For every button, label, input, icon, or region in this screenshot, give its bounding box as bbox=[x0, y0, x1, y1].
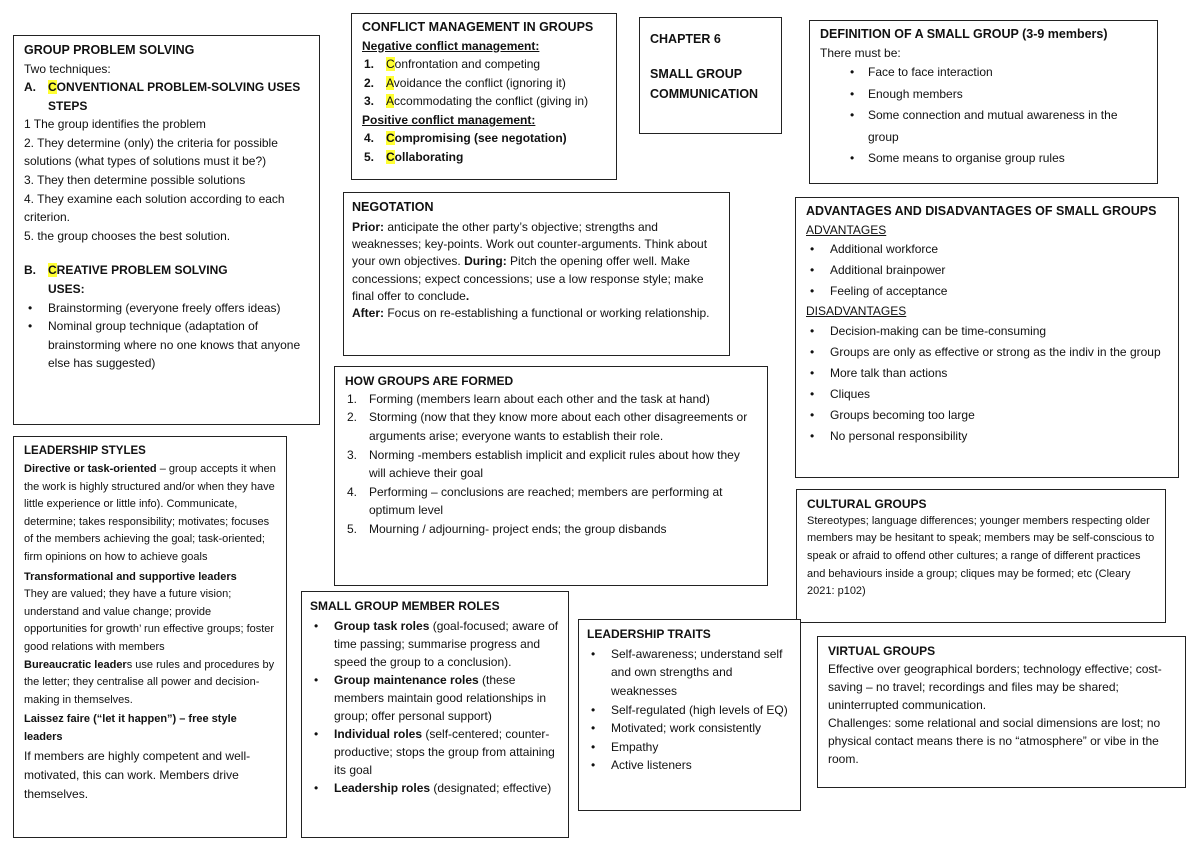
chapter-title-line-2: COMMUNICATION bbox=[650, 86, 759, 101]
step-item: 3. They then determine possible solutions bbox=[24, 173, 246, 188]
conventional-heading-text-2: STEPS bbox=[48, 98, 88, 113]
list-item: • Self-awareness; understand self and own strengths and weaknesses bbox=[587, 645, 792, 701]
advantages-box bbox=[795, 197, 1179, 478]
directive-label: Directive or task-oriented bbox=[24, 463, 157, 476]
cultural-text: Stereotypes; language differences; younger members respecting older members may be hesitant to speak; members may be self-conscious to speak or afraid to offend other cultures; a range of different practices and behaviours inside a group; cliques may be formed; etc (Cleary 2021: p102) bbox=[807, 514, 1155, 598]
transformational-text: They are valued; they have a future vision; understand and value change; provide opportunities for growth’ run effective groups; foster good relations with members bbox=[24, 588, 275, 654]
highlight-letter: A bbox=[386, 75, 394, 90]
list-item: • No personal responsibility bbox=[806, 426, 1168, 447]
prior-label: Prior: bbox=[352, 219, 385, 234]
laissez-faire-text: If members are highly competent and well-motivated, this can work. Members drive themselves. bbox=[24, 748, 251, 801]
highlight-letter: A bbox=[386, 94, 395, 109]
advantages-list bbox=[806, 239, 1168, 302]
conventional-heading bbox=[24, 78, 309, 115]
leadership-traits-box bbox=[578, 619, 801, 811]
virtual-text-2: Challenges: some relational and social dimensions are lost; no physical contact means there is no “atmosphere” or vibe in the room. bbox=[828, 715, 1161, 766]
list-item bbox=[345, 408, 757, 445]
creative-list bbox=[24, 299, 309, 373]
list-item: • Some means to organise group rules bbox=[820, 148, 1147, 170]
list-item bbox=[310, 779, 560, 797]
chapter-title-line-1: SMALL GROUP bbox=[650, 67, 743, 82]
bureaucratic-style bbox=[24, 657, 276, 710]
item-text: ccommodating the conflict (giving in) bbox=[394, 94, 589, 109]
highlight-letter: C bbox=[386, 131, 395, 146]
role-text: (self-centered; counter-productive; stops the group from attaining its goal bbox=[334, 726, 555, 777]
item-number: 1. bbox=[347, 391, 358, 406]
creative-heading-text: REATIVE PROBLEM SOLVING bbox=[56, 263, 228, 278]
role-text: (these members maintain good relationships in group; offer personal support) bbox=[334, 672, 547, 723]
conventional-heading-text: ONVENTIONAL PROBLEM-SOLVING USES bbox=[56, 80, 301, 95]
chapter-box bbox=[639, 17, 782, 134]
advantages-title: ADVANTAGES AND DISADVANTAGES OF SMALL GROUPS bbox=[806, 204, 1157, 218]
virtual-groups-box bbox=[817, 636, 1186, 788]
list-item bbox=[310, 725, 560, 779]
list-item bbox=[345, 446, 757, 483]
list-item: • Cliques bbox=[806, 384, 1168, 405]
list-item bbox=[362, 92, 606, 111]
list-item: • Some connection and mutual awareness in the group bbox=[820, 105, 1147, 148]
item-text: onfrontation and competing bbox=[394, 57, 541, 72]
item-number: 4. bbox=[364, 131, 375, 146]
role-label: Individual roles bbox=[334, 726, 423, 741]
highlight-letter: C bbox=[386, 150, 395, 165]
item-number: 2. bbox=[364, 75, 375, 90]
creative-heading-text-2: USES: bbox=[48, 282, 85, 297]
role-text: (goal-focused; aware of time passing; summarise progress and speed the group to a conclusion). bbox=[334, 618, 559, 669]
item-text: ompromising (see negotation) bbox=[394, 131, 567, 146]
item-number: 1. bbox=[364, 57, 375, 72]
item-text: Forming (members learn about each other and the task at hand) bbox=[369, 391, 710, 406]
directive-text: – group accepts it when the work is highly structured and/or when they have little experience or little info). Communicate, determine; takes responsibility; motivates; focuses of the members achieving the goal; task-oriented; firm opinions on how to achieve goals bbox=[24, 463, 276, 564]
cultural-groups-box bbox=[796, 489, 1166, 623]
list-item: • Face to face interaction bbox=[820, 62, 1147, 84]
list-item bbox=[310, 671, 560, 725]
negotation-prior-during bbox=[352, 219, 721, 306]
positive-conflict-heading: Positive conflict management: bbox=[362, 112, 536, 127]
list-item: • Brainstorming (everyone freely offers ideas) bbox=[24, 299, 309, 318]
list-item bbox=[345, 483, 757, 520]
item-number: 3. bbox=[347, 447, 358, 462]
leadership-traits-list bbox=[587, 645, 792, 775]
item-text: Mourning / adjourning- project ends; the group disbands bbox=[369, 521, 667, 536]
list-item bbox=[362, 55, 606, 74]
item-text: Storming (now that they know more about each other disagreements or arguments arise; everyone wants to establish their role. bbox=[369, 410, 748, 443]
list-item: • Additional workforce bbox=[806, 239, 1168, 260]
during-text: Pitch the opening offer well. Make concessions; expect concessions; use a low response style; make final offer to conclude bbox=[352, 254, 704, 304]
highlight-letter: C bbox=[386, 57, 395, 72]
list-item: • Empathy bbox=[587, 738, 792, 757]
how-groups-formed-box bbox=[334, 366, 768, 586]
list-item bbox=[345, 520, 757, 539]
negotation-box bbox=[343, 192, 730, 356]
list-item: • Groups are only as effective or strong as the indiv in the group bbox=[806, 342, 1168, 363]
item-text: Norming -members establish implicit and explicit rules about how they will achieve their goal bbox=[369, 447, 740, 481]
item-number: 5. bbox=[347, 521, 358, 536]
virtual-title: VIRTUAL GROUPS bbox=[828, 644, 936, 658]
negotation-after bbox=[352, 305, 721, 322]
marker-a: A. bbox=[24, 80, 36, 95]
step-item: 5. the group chooses the best solution. bbox=[24, 228, 231, 243]
role-label: Leadership roles bbox=[334, 780, 431, 795]
list-item bbox=[345, 390, 757, 409]
bureaucratic-label: Bureaucratic leader bbox=[24, 658, 127, 671]
list-item bbox=[362, 148, 606, 167]
step-item: 1 The group identifies the problem bbox=[24, 117, 206, 132]
laissez-faire-label: Laissez faire (“let it happen”) – free style leaders bbox=[24, 713, 237, 743]
marker-b: B. bbox=[24, 263, 36, 278]
item-number: 4. bbox=[347, 484, 358, 499]
role-label: Group maintenance roles bbox=[334, 672, 479, 687]
role-label: Group task roles bbox=[334, 618, 430, 633]
directive-style bbox=[24, 461, 276, 567]
after-text: Focus on re-establishing a functional or working relationship. bbox=[384, 306, 710, 321]
definition-intro: There must be: bbox=[820, 45, 901, 60]
list-item: • Enough members bbox=[820, 84, 1147, 106]
role-text: (designated; effective) bbox=[430, 780, 552, 795]
list-item: • Nominal group technique (adaptation of brainstorming where no one knows that anyone else has suggested) bbox=[24, 317, 309, 373]
bureaucratic-text: s use rules and procedures by the letter; they centralise all power and decision-making in themselves. bbox=[24, 658, 275, 706]
list-item: • Feeling of acceptance bbox=[806, 281, 1168, 302]
definition-list bbox=[820, 62, 1147, 170]
virtual-text-1: Effective over geographical borders; technology effective; cost-saving – no travel; recordings and files may be shared; uninterrupted communication. bbox=[828, 661, 1162, 712]
group-problem-solving-title: GROUP PROBLEM SOLVING bbox=[24, 43, 195, 57]
advantages-heading: ADVANTAGES bbox=[806, 222, 887, 237]
positive-conflict-list bbox=[362, 129, 606, 166]
item-number: 5. bbox=[364, 150, 375, 165]
negative-conflict-heading: Negative conflict management: bbox=[362, 38, 540, 53]
period: . bbox=[465, 289, 470, 304]
disadvantages-heading: DISADVANTAGES bbox=[806, 304, 907, 319]
member-roles-list bbox=[310, 617, 560, 797]
prior-text: anticipate the other party’s objective; strengths and weaknesses; key-points. Work out counter-arguments. Think about your own objectives. bbox=[352, 219, 708, 269]
list-item: • Self-regulated (high levels of EQ) bbox=[587, 701, 792, 720]
two-techniques-text: Two techniques: bbox=[24, 61, 111, 76]
list-item: • Active listeners bbox=[587, 756, 792, 775]
leadership-styles-box bbox=[13, 436, 287, 838]
list-item: • More talk than actions bbox=[806, 363, 1168, 384]
list-item: • Motivated; work consistently bbox=[587, 719, 792, 738]
list-item bbox=[362, 129, 606, 148]
step-item: 4. They examine each solution according to each criterion. bbox=[24, 191, 285, 225]
step-item: 2. They determine (only) the criteria for possible solutions (what types of solutions must it be?) bbox=[24, 135, 278, 169]
during-label: During: bbox=[464, 254, 507, 269]
negotation-title: NEGOTATION bbox=[352, 200, 434, 214]
member-roles-box bbox=[301, 591, 569, 838]
item-text: ollaborating bbox=[394, 150, 464, 165]
how-formed-title: HOW GROUPS ARE FORMED bbox=[345, 374, 514, 388]
definition-title: DEFINITION OF A SMALL GROUP (3-9 members) bbox=[820, 27, 1108, 41]
leadership-traits-title: LEADERSHIP TRAITS bbox=[587, 627, 711, 641]
conventional-steps bbox=[24, 115, 309, 245]
group-problem-solving-box bbox=[13, 35, 320, 425]
item-number: 2. bbox=[347, 410, 358, 425]
after-label: After: bbox=[352, 306, 384, 321]
leadership-styles-title: LEADERSHIP STYLES bbox=[24, 445, 146, 457]
disadvantages-list bbox=[806, 321, 1168, 447]
how-formed-list bbox=[345, 390, 757, 539]
list-item bbox=[310, 617, 560, 671]
list-item: • Additional brainpower bbox=[806, 260, 1168, 281]
conflict-title: CONFLICT MANAGEMENT IN GROUPS bbox=[362, 20, 594, 34]
cultural-title: CULTURAL GROUPS bbox=[807, 497, 927, 511]
chapter-number: CHAPTER 6 bbox=[650, 32, 721, 46]
member-roles-title: SMALL GROUP MEMBER ROLES bbox=[310, 599, 500, 613]
definition-box bbox=[809, 20, 1158, 184]
negative-conflict-list bbox=[362, 55, 606, 111]
transformational-label: Transformational and supportive leaders bbox=[24, 570, 237, 583]
item-text: Performing – conclusions are reached; members are performing at optimum level bbox=[369, 484, 723, 518]
list-item bbox=[362, 74, 606, 93]
creative-heading bbox=[24, 261, 309, 298]
highlight-letter: C bbox=[48, 80, 57, 95]
list-item: • Decision-making can be time-consuming bbox=[806, 321, 1168, 342]
highlight-letter: C bbox=[48, 263, 57, 278]
conflict-management-box bbox=[351, 13, 617, 180]
item-number: 3. bbox=[364, 94, 375, 109]
list-item: • Groups becoming too large bbox=[806, 405, 1168, 426]
item-text: voidance the conflict (ignoring it) bbox=[393, 75, 566, 90]
